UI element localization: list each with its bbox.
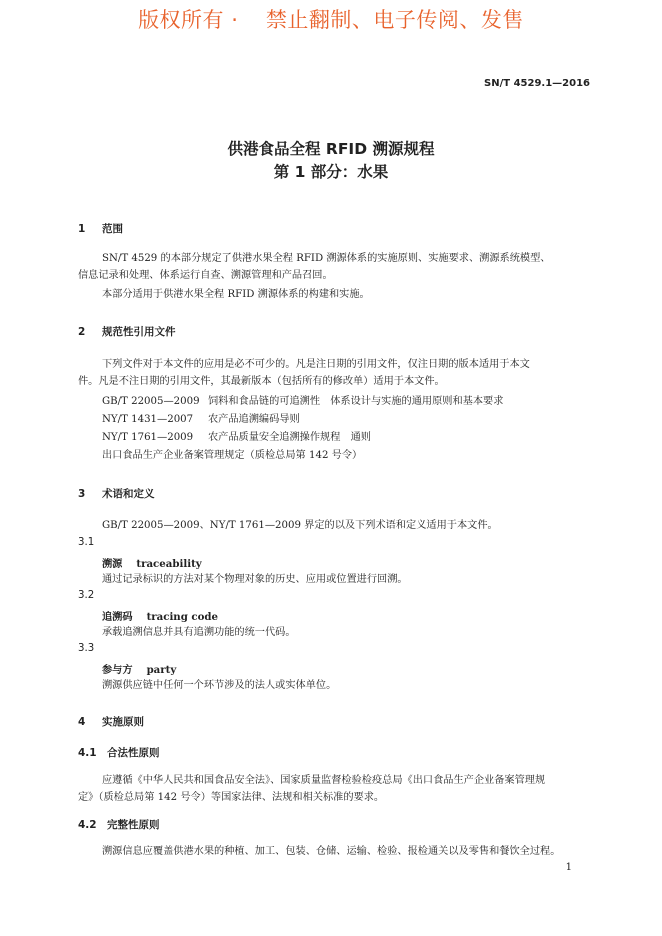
paragraph: 下列文件对于本文件的应用是必不可少的。凡是注日期的引用文件，仅注日期的版本适用于本文 [102, 359, 530, 370]
section-title: 合法性原则 [107, 747, 160, 759]
section-number: 4 [78, 716, 86, 728]
term-definition: 溯源供应链中任何一个环节涉及的法人或实体单位。 [102, 680, 337, 691]
section-title: 规范性引用文件 [102, 326, 176, 338]
term-entry [102, 608, 218, 623]
reference-item [102, 429, 371, 446]
term-definition: 通过记录标识的方法对某个物理对象的历史、应用或位置进行回溯。 [102, 574, 408, 585]
subsection-heading-4-2 [78, 817, 160, 832]
reference-code: NY/T 1761—2009 [102, 432, 194, 443]
paragraph: 信息记录和处理、体系运行自查、溯源管理和产品召回。 [78, 270, 333, 281]
document-subtitle: 第 1 部分：水果 [273, 163, 389, 181]
term-zh: 溯源 [102, 559, 123, 570]
section-heading-1 [78, 221, 123, 236]
page-number: 1 [565, 862, 572, 873]
section-title: 完整性原则 [107, 819, 160, 831]
section-title: 实施原则 [102, 716, 144, 728]
section-number: 4.1 [78, 747, 97, 759]
paragraph: 溯源信息应覆盖供港水果的种植、加工、包装、仓储、运输、检验、报检通关以及零售和餐饮全过程。 [102, 846, 561, 857]
watermark-part2: 禁止翻制、电子传阅、发售 [265, 8, 524, 32]
reference-code: NY/T 1431—2007 [102, 414, 194, 425]
subsection-heading-4-1 [78, 745, 160, 760]
section-title: 术语和定义 [102, 488, 155, 500]
term-entry [102, 555, 202, 570]
reference-title: 饲料和食品链的可追溯性 体系设计与实施的通用原则和基本要求 [208, 396, 504, 407]
term-en: tracing code [146, 611, 218, 623]
term-en: party [146, 664, 177, 676]
watermark-part1: 版权所有 · [138, 8, 239, 32]
reference-code: GB/T 22005—2009 [102, 396, 200, 407]
term-definition: 承载追溯信息并具有追溯功能的统一代码。 [102, 627, 296, 638]
section-number: 2 [78, 326, 86, 338]
paragraph: SN/T 4529 的本部分规定了供港水果全程 RFID 溯源体系的实施原则、实施要求、溯源系统模型、 [102, 253, 551, 264]
reference-title: 农产品质量安全追溯操作规程 通则 [208, 432, 371, 443]
term-zh: 参与方 [102, 665, 133, 676]
section-number: 4.2 [78, 819, 97, 831]
term-entry [102, 661, 176, 676]
paragraph: 定》（质检总局第 142 号令）等国家法律、法规和相关标准的要求。 [78, 792, 385, 803]
term-en: traceability [136, 558, 202, 570]
reference-title: 农产品追溯编码导则 [208, 414, 300, 425]
section-title: 范围 [102, 223, 123, 235]
copyright-watermark [0, 4, 662, 34]
section-heading-2 [78, 324, 176, 339]
paragraph: 本部分适用于供港水果全程 RFID 溯源体系的构建和实施。 [102, 289, 370, 300]
reference-item: 出口食品生产企业备案管理规定（质检总局第 142 号令） [102, 450, 363, 461]
reference-item [102, 411, 300, 428]
paragraph: GB/T 22005—2009、NY/T 1761—2009 界定的以及下列术语和定义适用于本文件。 [102, 520, 498, 531]
section-heading-3 [78, 486, 155, 501]
section-number: 1 [78, 223, 86, 235]
standard-number: SN/T 4529.1—2016 [484, 78, 590, 89]
term-zh: 追溯码 [102, 612, 133, 623]
reference-item [102, 393, 503, 410]
section-number: 3 [78, 488, 86, 500]
paragraph: 应遵循《中华人民共和国食品安全法》、国家质量监督检验检疫总局《出口食品生产企业备案管理规 [102, 775, 546, 786]
term-number: 3.3 [78, 643, 95, 654]
paragraph: 件。凡是不注日期的引用文件，其最新版本（包括所有的修改单）适用于本文件。 [78, 376, 445, 387]
document-title: 供港食品全程 RFID 溯源规程 [227, 140, 435, 158]
section-heading-4 [78, 714, 144, 729]
term-number: 3.1 [78, 537, 95, 548]
term-number: 3.2 [78, 590, 95, 601]
